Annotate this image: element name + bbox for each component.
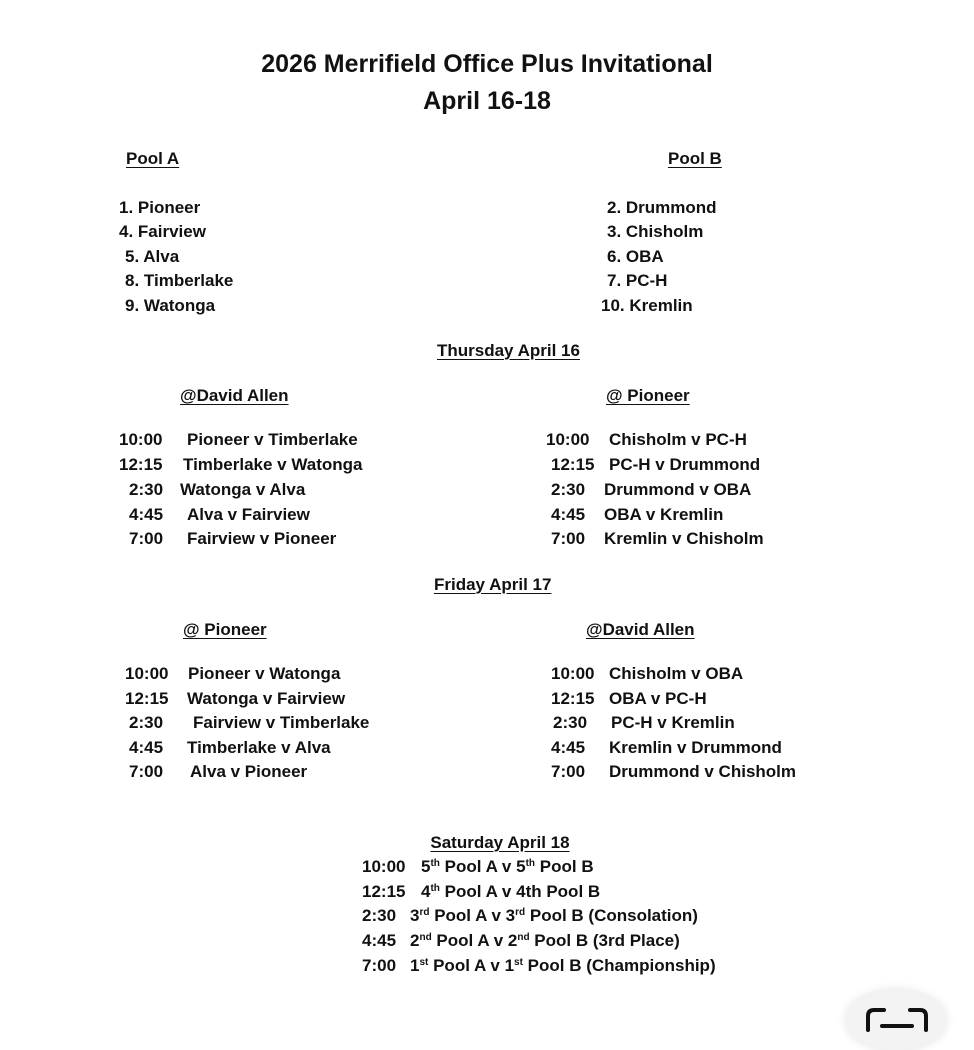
place-number: 3 [410,906,420,925]
game-row [129,480,305,500]
game-match: Chisholm v PC-H [609,430,747,449]
game-row [551,505,723,525]
place-suffix: th [430,883,440,894]
game-row [551,762,796,782]
scan-text-button[interactable] [846,990,946,1050]
friday-right-venue: @David Allen [586,620,695,639]
game-time: 4:45 [129,738,164,757]
place-number: 2 [410,931,420,950]
place-suffix: nd [517,932,530,943]
place-suffix: rd [419,907,430,918]
page-title: 2026 Merrifield Office Plus Invitational [261,50,713,78]
saturday-header: Saturday April 18 [430,833,570,852]
game-match: OBA v Kremlin [604,505,724,524]
game-time: 2:30 [362,906,397,925]
game-match: Fairview v Timberlake [193,713,370,732]
place-suffix: st [419,957,429,968]
game-match: Chisholm v OBA [609,664,744,683]
game-match: Kremlin v Drummond [609,738,782,757]
pool-a-team: 9. Watonga [125,296,216,315]
game-match: Kremlin v Chisholm [604,529,764,548]
game-match: Timberlake v Watonga [183,455,363,474]
game-row [546,430,747,450]
game-time: 2:30 [129,713,164,732]
game-match [421,857,594,876]
pool-b-team: 2. Drummond [607,198,717,217]
game-match: PC-H v Drummond [609,455,761,474]
thursday-left-venue: @David Allen [180,386,289,405]
place-suffix: th [525,858,536,869]
game-match [410,956,716,975]
pool-b-team: 7. PC-H [607,271,668,290]
game-row [129,529,336,549]
game-time: 10:00 [551,664,595,683]
game-time: 2:30 [553,713,588,732]
game-match: Pioneer v Watonga [188,664,341,683]
place-suffix: th [430,858,440,869]
game-time: 10:00 [362,857,406,876]
game-time: 12:15 [551,455,595,474]
game-row [119,430,358,450]
game-time: 7:00 [551,762,586,781]
game-row [551,455,760,475]
friday-header: Friday April 17 [434,575,552,594]
match-text: Pool A v [439,857,517,876]
game-row [129,738,331,758]
game-match: Watonga v Fairview [187,689,346,708]
game-row [125,664,340,684]
game-row [553,713,735,733]
match-text: Pool B (Championship) [522,956,716,975]
game-time: 10:00 [546,430,590,449]
match-text: Pool A v [429,906,506,925]
friday-left-venue: @ Pioneer [183,620,267,639]
game-match: PC-H v Kremlin [611,713,735,732]
place-suffix: rd [515,907,526,918]
pool-b-team: 10. Kremlin [601,296,693,315]
game-time: 2:30 [551,480,586,499]
game-time: 12:15 [125,689,169,708]
game-time: 7:00 [129,529,164,548]
match-text: Pool A v [431,931,508,950]
pool-a-header: Pool A [126,149,180,168]
game-time: 7:00 [362,956,397,975]
game-row [129,762,307,782]
pool-b-team: 6. OBA [607,247,664,266]
game-match: Watonga v Alva [180,480,306,499]
game-match: Timberlake v Alva [187,738,331,757]
saturday-game-row [362,906,698,926]
saturday-game-row [362,956,716,976]
game-row [119,455,363,475]
game-time: 12:15 [551,689,595,708]
match-text: Pool A v 4th Pool B [439,882,601,901]
place-suffix: nd [419,932,432,943]
place-number: 2 [507,931,518,950]
pool-a-team: 4. Fairview [119,222,206,241]
game-time: 7:00 [129,762,164,781]
pool-a-team: 1. Pioneer [119,198,201,217]
game-time: 4:45 [551,738,586,757]
game-row [129,713,369,733]
place-number: 1 [504,956,515,975]
page-subtitle-dates: April 16-18 [423,87,551,115]
game-match: Drummond v OBA [604,480,752,499]
place-number: 4 [421,882,431,901]
game-row [551,738,782,758]
game-time: 12:15 [362,882,406,901]
game-row [551,480,751,500]
game-match [410,931,680,950]
game-time: 12:15 [119,455,163,474]
game-row [551,664,743,684]
game-match: Drummond v Chisholm [609,762,797,781]
place-number: 3 [505,906,516,925]
pool-b-team: 3. Chisholm [607,222,704,241]
game-match [421,882,600,901]
place-number: 5 [516,857,526,876]
game-time: 10:00 [119,430,163,449]
match-text: Pool B (3rd Place) [529,931,680,950]
game-time: 10:00 [125,664,169,683]
game-match: Alva v Pioneer [190,762,308,781]
game-match [410,906,698,925]
game-time: 7:00 [551,529,586,548]
pool-b-header: Pool B [668,149,722,168]
match-text: Pool A v [428,956,505,975]
saturday-game-row [362,857,594,877]
game-time: 2:30 [129,480,164,499]
game-row [129,505,310,525]
game-row [551,689,707,709]
game-match: Alva v Fairview [187,505,310,524]
game-match: Pioneer v Timberlake [187,430,358,449]
saturday-game-row [362,882,600,902]
game-row [551,529,764,549]
match-text: Pool B [535,857,594,876]
game-time: 4:45 [551,505,586,524]
thursday-header: Thursday April 16 [437,341,580,360]
thursday-right-venue: @ Pioneer [606,386,690,405]
place-number: 1 [410,956,420,975]
game-time: 4:45 [362,931,397,950]
game-time: 4:45 [129,505,164,524]
place-suffix: st [514,957,523,968]
game-row [125,689,345,709]
game-match: OBA v PC-H [609,689,707,708]
match-text: Pool B (Consolation) [525,906,698,925]
pool-a-team: 8. Timberlake [125,271,234,290]
pool-a-team: 5. Alva [125,247,180,266]
saturday-game-row [362,931,680,951]
place-number: 5 [421,857,431,876]
game-match: Fairview v Pioneer [187,529,337,548]
scan-text-icon [862,1002,932,1042]
